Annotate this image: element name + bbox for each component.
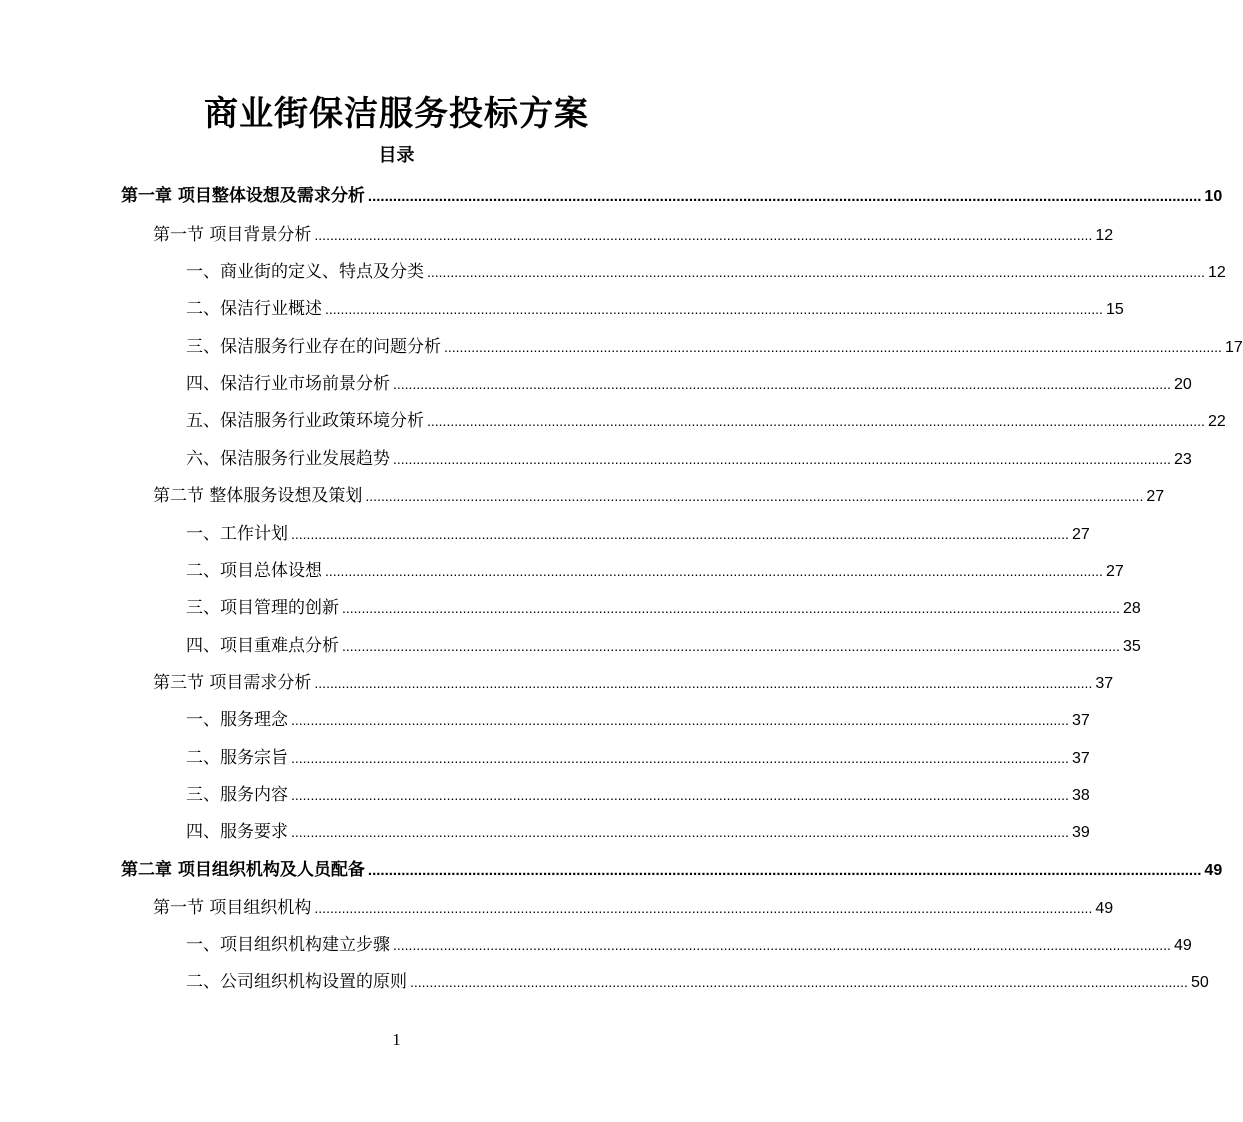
toc-leader-dots: ........................................................................................................................................................................................................: [342, 638, 1120, 654]
toc-entry-page: 27: [1105, 563, 1124, 580]
toc-leader-dots: ........................................................................................................................................................................................................: [367, 862, 1202, 879]
toc-leader-dots: ........................................................................................................................................................................................................: [291, 824, 1069, 840]
toc-entry-page: 15: [1105, 301, 1124, 318]
toc-entry-label: 第一节 项目背景分析: [153, 225, 312, 245]
toc-entry-page: 37: [1095, 675, 1114, 692]
toc-leader-dots: ........................................................................................................................................................................................................: [367, 188, 1202, 205]
toc-leader-dots: ........................................................................................................................................................................................................: [365, 488, 1144, 504]
toc-entry-label: 五、保洁服务行业政策环境分析: [186, 411, 424, 431]
toc-entry-label: 一、商业街的定义、特点及分类: [186, 262, 424, 282]
toc-entry-chapter[interactable]: [121, 178, 1223, 215]
toc-entry-item[interactable]: [186, 366, 1192, 403]
toc-entry-page: 49: [1095, 900, 1114, 917]
toc-leader-dots: ........................................................................................................................................................................................................: [410, 974, 1188, 990]
toc-entry-item[interactable]: [186, 702, 1090, 739]
toc-entry-page: 28: [1122, 600, 1141, 617]
toc-leader-dots: ........................................................................................................................................................................................................: [342, 600, 1120, 616]
toc-entry-item[interactable]: [186, 927, 1192, 964]
toc-entry-chapter[interactable]: [121, 852, 1223, 889]
toc-entry-item[interactable]: [186, 329, 1243, 366]
document-title: 商业街保洁服务投标方案: [204, 94, 589, 134]
toc-entry-label: 第三节 项目需求分析: [153, 673, 312, 693]
toc-leader-dots: ........................................................................................................................................................................................................: [291, 526, 1069, 542]
toc-entry-item[interactable]: [186, 403, 1226, 440]
toc-entry-item[interactable]: [186, 777, 1090, 814]
toc-entry-item[interactable]: [186, 814, 1090, 851]
toc-entry-item[interactable]: [186, 590, 1141, 627]
toc-leader-dots: ........................................................................................................................................................................................................: [291, 712, 1069, 728]
toc-entry-page: 38: [1071, 787, 1090, 804]
toc-entry-page: 35: [1122, 638, 1141, 655]
toc-entry-item[interactable]: [186, 740, 1090, 777]
toc-entry-page: 39: [1071, 824, 1090, 841]
toc-entry-page: 37: [1071, 712, 1090, 729]
toc-leader-dots: ........................................................................................................................................................................................................: [314, 227, 1093, 243]
toc-entry-label: 一、服务理念: [186, 710, 288, 730]
toc-entry-label: 二、服务宗旨: [186, 748, 288, 768]
toc-entry-page: 20: [1173, 376, 1192, 393]
toc-leader-dots: ........................................................................................................................................................................................................: [314, 675, 1093, 691]
toc-entry-item[interactable]: [186, 628, 1141, 665]
toc-leader-dots: ........................................................................................................................................................................................................: [393, 451, 1171, 467]
toc-entry-label: 二、公司组织机构设置的原则: [186, 972, 407, 992]
toc-entry-label: 第二章 项目组织机构及人员配备: [121, 860, 365, 880]
page-number: 1: [392, 1030, 401, 1049]
toc-entry-item[interactable]: [186, 964, 1209, 1001]
toc-entry-item[interactable]: [186, 291, 1124, 328]
toc-leader-dots: ........................................................................................................................................................................................................: [427, 264, 1205, 280]
toc-entry-item[interactable]: [186, 441, 1192, 478]
toc-entry-label: 一、工作计划: [186, 524, 288, 544]
toc-entry-label: 四、项目重难点分析: [186, 636, 339, 656]
toc-leader-dots: ........................................................................................................................................................................................................: [291, 750, 1069, 766]
toc-leader-dots: ........................................................................................................................................................................................................: [291, 787, 1069, 803]
toc-entry-label: 第二节 整体服务设想及策划: [153, 486, 363, 506]
toc-leader-dots: ........................................................................................................................................................................................................: [325, 563, 1103, 579]
toc-entry-label: 六、保洁服务行业发展趋势: [186, 449, 390, 469]
toc-leader-dots: ........................................................................................................................................................................................................: [393, 937, 1171, 953]
toc-entry-label: 四、服务要求: [186, 822, 288, 842]
toc-entry-item[interactable]: [186, 553, 1124, 590]
toc-entry-label: 第一节 项目组织机构: [153, 898, 312, 918]
toc-entry-item[interactable]: [186, 516, 1090, 553]
toc-entry-page: 17: [1224, 339, 1243, 356]
toc-entry-page: 22: [1207, 413, 1226, 430]
toc-entry-section[interactable]: [153, 478, 1165, 515]
toc-entry-page: 27: [1071, 526, 1090, 543]
toc-entry-label: 三、保洁服务行业存在的问题分析: [186, 337, 441, 357]
toc-entry-label: 第一章 项目整体设想及需求分析: [121, 186, 365, 206]
toc-entry-label: 三、项目管理的创新: [186, 598, 339, 618]
toc-entry-label: 二、项目总体设想: [186, 561, 322, 581]
toc-leader-dots: ........................................................................................................................................................................................................: [444, 339, 1222, 355]
toc-entry-page: 10: [1204, 188, 1223, 205]
toc-heading: 目录: [378, 145, 415, 166]
toc-entry-page: 49: [1204, 862, 1223, 879]
toc-entry-label: 二、保洁行业概述: [186, 299, 322, 319]
toc-entry-label: 三、服务内容: [186, 785, 288, 805]
toc-leader-dots: ........................................................................................................................................................................................................: [427, 413, 1205, 429]
toc-entry-label: 一、项目组织机构建立步骤: [186, 935, 390, 955]
toc-entry-page: 12: [1207, 264, 1226, 281]
toc-entry-page: 49: [1173, 937, 1192, 954]
toc-leader-dots: ........................................................................................................................................................................................................: [314, 900, 1093, 916]
toc-entry-page: 37: [1071, 750, 1090, 767]
toc-leader-dots: ........................................................................................................................................................................................................: [393, 376, 1171, 392]
toc-entry-label: 四、保洁行业市场前景分析: [186, 374, 390, 394]
toc-entry-item[interactable]: [186, 254, 1226, 291]
toc-entry-section[interactable]: [153, 665, 1114, 702]
toc-entry-page: 27: [1146, 488, 1165, 505]
toc-entry-section[interactable]: [153, 890, 1114, 927]
toc-entry-section[interactable]: [153, 217, 1114, 254]
toc-leader-dots: ........................................................................................................................................................................................................: [325, 301, 1103, 317]
toc-entry-page: 23: [1173, 451, 1192, 468]
toc-entry-page: 12: [1095, 227, 1114, 244]
toc-entry-page: 50: [1190, 974, 1209, 991]
